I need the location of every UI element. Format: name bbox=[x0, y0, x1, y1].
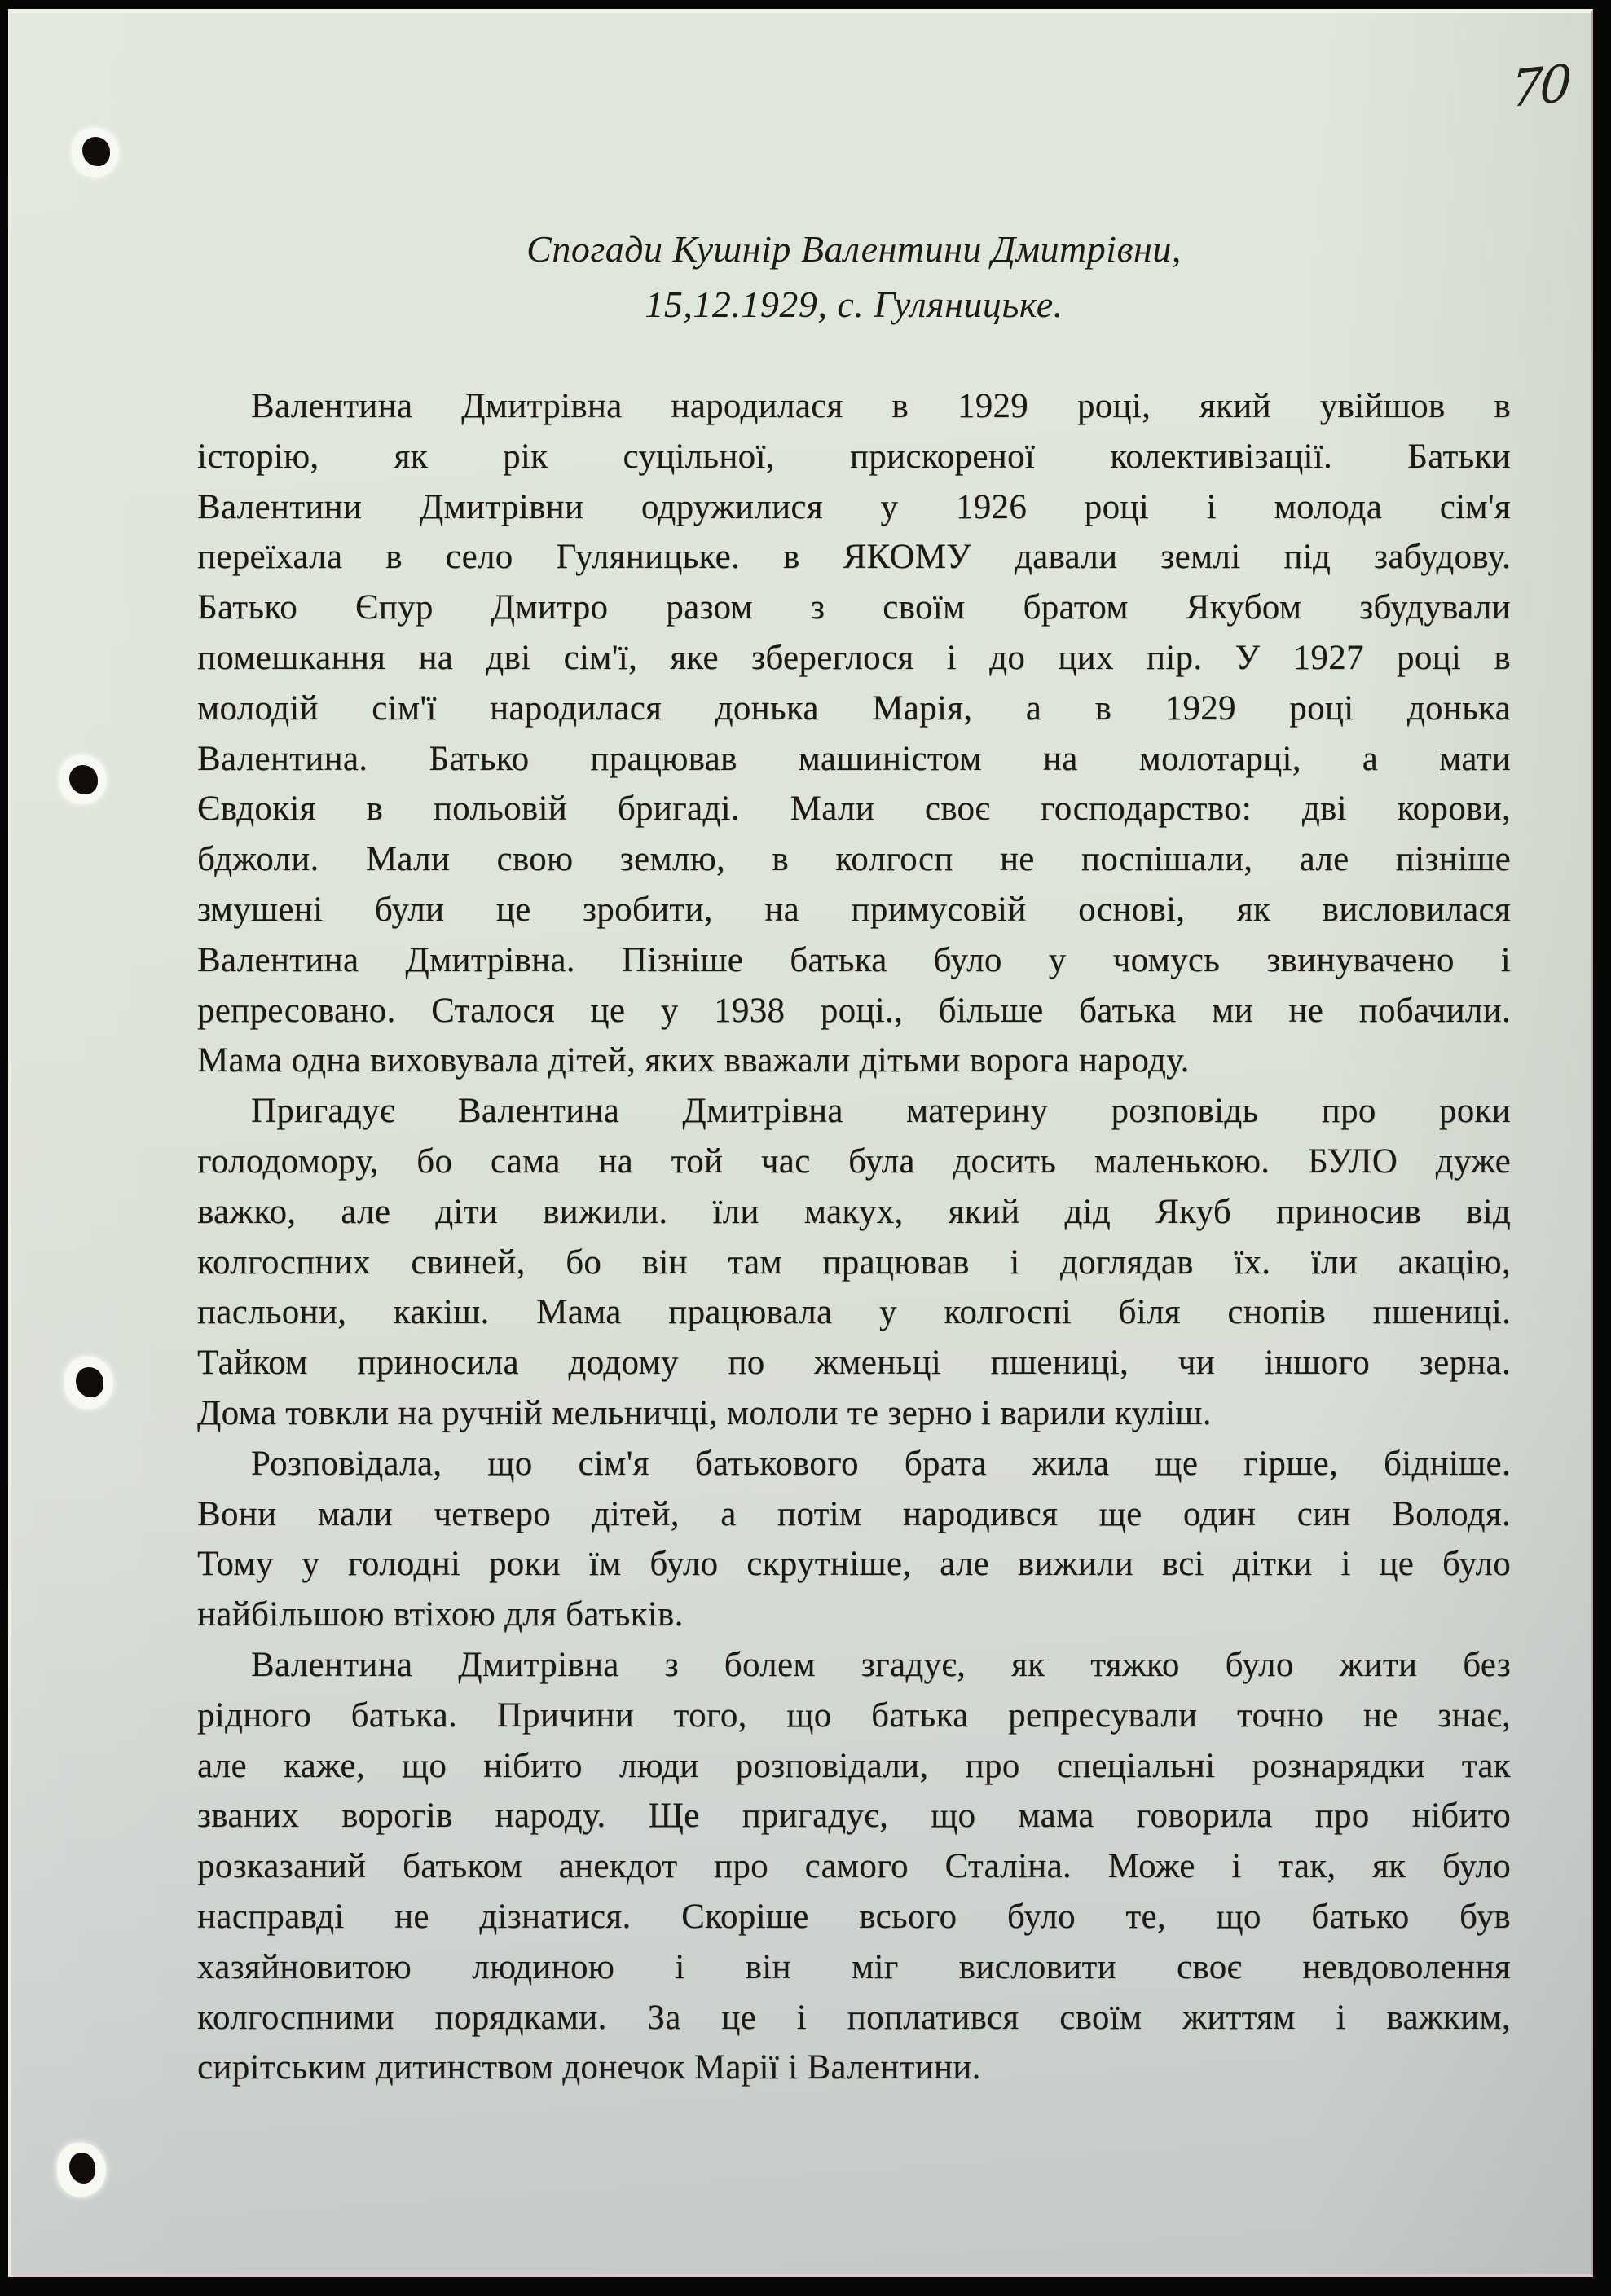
text-line: помешкання на дві сім'ї, яке збереглося і до цих пір. У 1927 році в bbox=[197, 638, 1511, 677]
text-line: хазяйновитою людиною і він міг висловити своє невдоволення bbox=[197, 1947, 1511, 1986]
hole-punch-opening bbox=[69, 2153, 95, 2184]
text-line: Вони мали четверо дітей, а потім народився ще один син Володя. bbox=[197, 1494, 1511, 1533]
text-line: розказаний батьком анекдот про самого Сталіна. Може і так, як було bbox=[197, 1847, 1511, 1886]
text-line: сирітським дитинством донечок Марії і Валентини. bbox=[197, 2048, 981, 2087]
text-line: Валентина Дмитрівна з болем згадує, як тяжко було жити без bbox=[251, 1645, 1511, 1684]
text-line: Батько Єпур Дмитро разом з своїм братом Якубом збудували bbox=[197, 588, 1511, 627]
text-line: переїхала в село Гуляницьке. в ЯКОМУ давали землі під забудову. bbox=[197, 538, 1511, 577]
scanned-page bbox=[8, 9, 1593, 2277]
memoir-title bbox=[197, 222, 1511, 332]
text-line: насправді не дізнатися. Скоріше всього було те, що батько був bbox=[197, 1897, 1511, 1936]
text-line: Розповідала, що сім'я батькового брата жила ще гірше, бідніше. bbox=[251, 1444, 1511, 1483]
hole-punch-1 bbox=[72, 128, 119, 177]
text-line: Тайком приносила додому по жменьці пшениці, чи іншого зерна. bbox=[197, 1344, 1511, 1383]
hole-punch-2 bbox=[59, 755, 107, 804]
text-line: Валентина Дмитрівна народилася в 1929 році, який увійшов в bbox=[251, 387, 1511, 425]
hole-punch-opening bbox=[69, 765, 98, 794]
text-line: Пригадує Валентина Дмитрівна материну розповідь про роки bbox=[251, 1092, 1511, 1131]
hole-punch-4 bbox=[57, 2143, 106, 2197]
text-line: бджоли. Мали свою землю, в колгосп не поспішали, але пізніше bbox=[197, 840, 1511, 879]
text-line: Валентини Дмитрівни одружилися у 1926 році і молода сім'я bbox=[197, 487, 1511, 526]
text-line: Дома товкли на ручній мельничці, мололи те зерно і варили куліш. bbox=[197, 1393, 1212, 1432]
text-line: змушені були це зробити, на примусовій основі, як висловилася bbox=[197, 890, 1511, 929]
text-line: репресовано. Сталося це у 1938 році., більше батька ми не побачили. bbox=[197, 991, 1511, 1030]
hole-punch-opening bbox=[76, 1367, 103, 1397]
text-line: але каже, що нібито люди розповідали, про спеціальні рознарядки так bbox=[197, 1746, 1511, 1785]
text-line: важко, але діти вижили. їли макух, який дід Якуб приносив від bbox=[197, 1192, 1511, 1231]
text-line: званих ворогів народу. Ще пригадує, що мама говорила про нібито bbox=[197, 1797, 1511, 1836]
text-line: історію, як рік суцільної, прискореної колективізації. Батьки bbox=[197, 437, 1511, 476]
text-line: Євдокія в польовій бригаді. Мали своє господарство: дві корови, bbox=[197, 790, 1511, 829]
hole-punch-opening bbox=[82, 137, 110, 166]
text-line: колгоспних свиней, бо він там працював і доглядав їх. їли акацію, bbox=[197, 1243, 1511, 1282]
text-line: Тому у голодні роки їм було скрутніше, але вижили всі дітки і це було bbox=[197, 1545, 1511, 1584]
text-line: найбільшою втіхою для батьків. bbox=[197, 1595, 684, 1634]
text-line: голодомору, бо сама на той час була досить маленькою. БУЛО дуже bbox=[197, 1141, 1511, 1181]
text-line: Валентина Дмитрівна. Пізніше батька було у чомусь звинувачено і bbox=[197, 940, 1511, 979]
text-line: колгоспними порядками. За це і поплатився своїм життям і важким, bbox=[197, 1998, 1511, 2037]
text-line: Мама одна виховувала дітей, яких вважали дітьми ворога народу. bbox=[197, 1041, 1190, 1080]
handwritten-page-number: 70 bbox=[1510, 53, 1570, 120]
memoir-title-line-1: Спогади Кушнір Валентини Дмитрівни, bbox=[526, 228, 1182, 270]
text-line: пасльони, какіш. Мама працювала у колгоспі біля снопів пшениці. bbox=[197, 1293, 1511, 1332]
text-line: рідного батька. Причини того, що батька репресували точно не знає, bbox=[197, 1696, 1511, 1735]
memoir-body bbox=[197, 381, 1511, 2093]
hole-punch-3 bbox=[64, 1357, 113, 1409]
text-line: Валентина. Батько працював машиністом на молотарці, а мати bbox=[197, 739, 1511, 778]
text-line: молодій сім'ї народилася донька Марія, а в 1929 році донька bbox=[197, 688, 1511, 728]
memoir-title-line-2: 15,12.1929, с. Гуляницьке. bbox=[645, 284, 1063, 325]
